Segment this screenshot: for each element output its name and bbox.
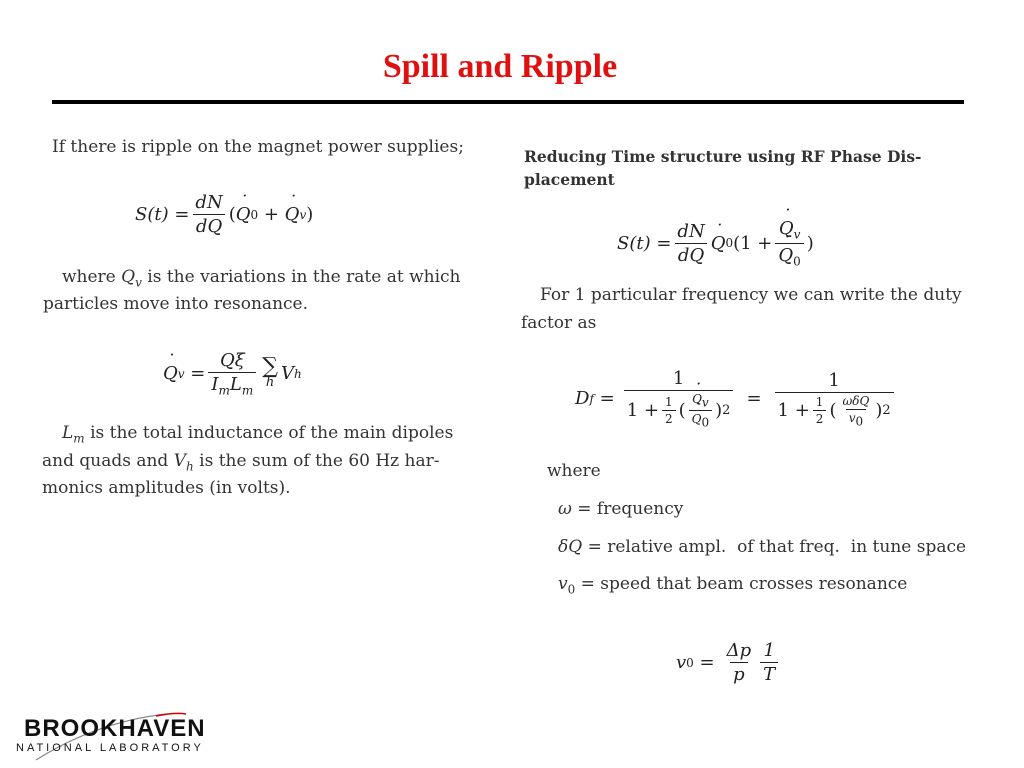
- equation-duty-factor: [575, 368, 897, 430]
- eq5-lhs-sub: 0: [686, 655, 694, 670]
- para2-b: and quads and: [42, 451, 174, 471]
- equation-spill-ripple: [135, 192, 313, 237]
- eq4-frac2-den: [775, 392, 894, 428]
- eq4-half1-n: 1: [664, 395, 673, 410]
- eq4-inner1-den-sub: 0: [701, 415, 710, 430]
- eq4-eq2: =: [746, 388, 762, 410]
- eq5-den2: T: [760, 662, 778, 685]
- definition-delta-q: [558, 534, 966, 561]
- eq2-sum-under: h: [265, 374, 275, 390]
- left-para1-line2: particles move into resonance.: [43, 294, 309, 314]
- eq2-sum-symbol: ∑: [262, 353, 278, 379]
- def2-sym: δQ: [558, 537, 583, 557]
- left-para2-line3: monics amplitudes (in volts).: [42, 478, 291, 498]
- eq1-open: (: [228, 204, 236, 225]
- eq4-frac2: [775, 370, 894, 428]
- def3-sub: 0: [567, 582, 576, 597]
- eq4-frac1-num: 1: [672, 368, 685, 389]
- eq1-den: dQ: [193, 214, 225, 237]
- eq3-close: ): [806, 232, 814, 254]
- eq2-den-i: I: [211, 374, 219, 395]
- eq4-inner2-num: ωδQ: [842, 393, 870, 408]
- eq2-num: Qξ: [219, 350, 245, 371]
- eq4-inner2: [839, 394, 872, 428]
- eq4-half2-n: 1: [815, 395, 824, 410]
- eq4-den2-a: 1 +: [777, 400, 810, 422]
- para1-sub: v: [135, 275, 142, 290]
- equation-v0: [676, 640, 781, 685]
- eq1-q0: ˙ Q: [236, 204, 251, 225]
- eq3-den: dQ: [675, 243, 707, 266]
- eq4-den1-a: 1 +: [626, 400, 659, 422]
- def3-text: = speed that beam crosses resonance: [575, 574, 908, 594]
- eq2-den-l: L: [229, 374, 242, 395]
- eq4-frac2-num: 1: [828, 369, 840, 391]
- para1-q: Q: [121, 267, 136, 287]
- para2-a: is the total inductance of the main dipoles: [84, 423, 454, 443]
- eq3-sub0: 0: [725, 236, 734, 251]
- logo-main-text: BROOKHAVEN: [24, 715, 206, 742]
- eq4-sq2: 2: [882, 403, 891, 419]
- eq3-ratio-num-sub: v: [793, 227, 801, 242]
- eq3-lhs: S(t) =: [617, 232, 672, 254]
- eq4-den2-open: (: [829, 400, 837, 422]
- para2-l: L: [62, 423, 74, 443]
- eq1-fraction: [192, 192, 225, 237]
- left-intro: If there is ripple on the magnet power supplies;: [52, 137, 464, 157]
- eq3-ratio-den-q: ˙ Q: [778, 245, 793, 266]
- eq4-half1-d: 2: [662, 410, 676, 426]
- para2-vsub: h: [186, 459, 194, 474]
- eq4-den2-close: ): [875, 400, 883, 422]
- eq4-half2-d: 2: [813, 410, 827, 426]
- eq4-frac1-den: [624, 390, 734, 430]
- eq5-lhs: v: [676, 652, 687, 673]
- eq4-half2: [813, 395, 827, 426]
- where-label: where: [547, 461, 601, 481]
- para1-b: is the variations in the rate at which: [141, 267, 461, 287]
- definition-v0: [558, 571, 907, 603]
- eq2-fraction: [208, 350, 256, 398]
- def3-sym: v: [558, 574, 568, 594]
- eq5-num: Δp: [726, 640, 752, 661]
- right-para-line1: For 1 particular frequency we can write the duty: [540, 285, 962, 305]
- eq4-den1-close: ): [715, 400, 723, 422]
- eq5-frac1: [724, 640, 755, 685]
- para2-c: is the sum of the 60 Hz har-: [193, 451, 440, 471]
- eq1-num: dN: [195, 192, 223, 213]
- eq4-lhs: D: [575, 388, 590, 410]
- eq4-eq: =: [593, 388, 615, 410]
- eq1-close: ): [306, 204, 314, 225]
- eq4-inner1: [689, 392, 712, 430]
- title-divider: [52, 100, 964, 104]
- eq5-num2: 1: [763, 640, 775, 661]
- equation-qv-dot: [163, 350, 302, 398]
- def1-sym: ω: [558, 499, 572, 519]
- eq4-inner1-num-q: ˙ Q: [692, 392, 702, 406]
- eq2-den-i-sub: m: [218, 383, 230, 398]
- eq4-inner2-den-sub: 0: [855, 414, 864, 429]
- eq3-open: (1 +: [733, 232, 773, 254]
- eq4-inner1-den-q: ˙ Q: [692, 412, 702, 426]
- para2-lsub: m: [73, 431, 85, 446]
- def1-text: = frequency: [571, 499, 684, 519]
- para1-a: where: [62, 267, 122, 287]
- eq2-sum: [262, 353, 278, 390]
- eq4-lhs-sub: f: [589, 391, 594, 406]
- logo-sub-text: NATIONAL LABORATORY: [16, 742, 204, 754]
- eq1-subv: v: [299, 207, 307, 222]
- eq4-inner2-den: v: [848, 410, 856, 425]
- eq2-den: [208, 372, 256, 398]
- right-heading-line1: Reducing Time structure using RF Phase Dis-: [524, 147, 922, 166]
- eq1-sub0: 0: [250, 207, 259, 222]
- eq2-sub: v: [177, 366, 185, 381]
- right-heading: [524, 145, 921, 191]
- eq3-num: dN: [677, 220, 705, 242]
- eq4-inner1-num-sub: v: [701, 395, 709, 410]
- eq4-den1-open: (: [678, 400, 686, 422]
- eq3-ratio-den-sub: 0: [793, 254, 801, 269]
- eq3-ratio: [775, 218, 803, 268]
- para2-v: V: [173, 451, 186, 471]
- eq2-v: V: [280, 363, 294, 385]
- eq3-q0: ˙ Q: [711, 233, 726, 254]
- right-para-line2: factor as: [521, 313, 597, 333]
- eq1-plus: +: [258, 204, 285, 225]
- eq4-frac1: [624, 368, 734, 430]
- eq5-den: p: [730, 662, 748, 685]
- eq5-frac2: [760, 640, 778, 685]
- eq2-eq: =: [184, 363, 206, 385]
- eq2-q: ˙ Q: [163, 363, 178, 384]
- eq1-lhs: S(t) =: [135, 204, 190, 225]
- eq4-half1: [662, 395, 676, 426]
- equation-rf-phase: [617, 218, 814, 268]
- def2-text: = relative ampl. of that freq. in tune space: [582, 537, 967, 557]
- eq4-sq1: 2: [722, 403, 731, 419]
- eq2-v-sub: h: [293, 366, 302, 381]
- eq1-qv: ˙ Q: [285, 204, 300, 225]
- definition-omega: [558, 496, 683, 523]
- slide-title: Spill and Ripple: [382, 48, 618, 85]
- eq3-fraction: [674, 221, 707, 266]
- eq5-eq: =: [693, 652, 715, 673]
- right-heading-line2: placement: [524, 170, 615, 189]
- eq2-den-l-sub: m: [241, 383, 254, 398]
- eq3-ratio-num-q: ˙ Q: [779, 218, 794, 239]
